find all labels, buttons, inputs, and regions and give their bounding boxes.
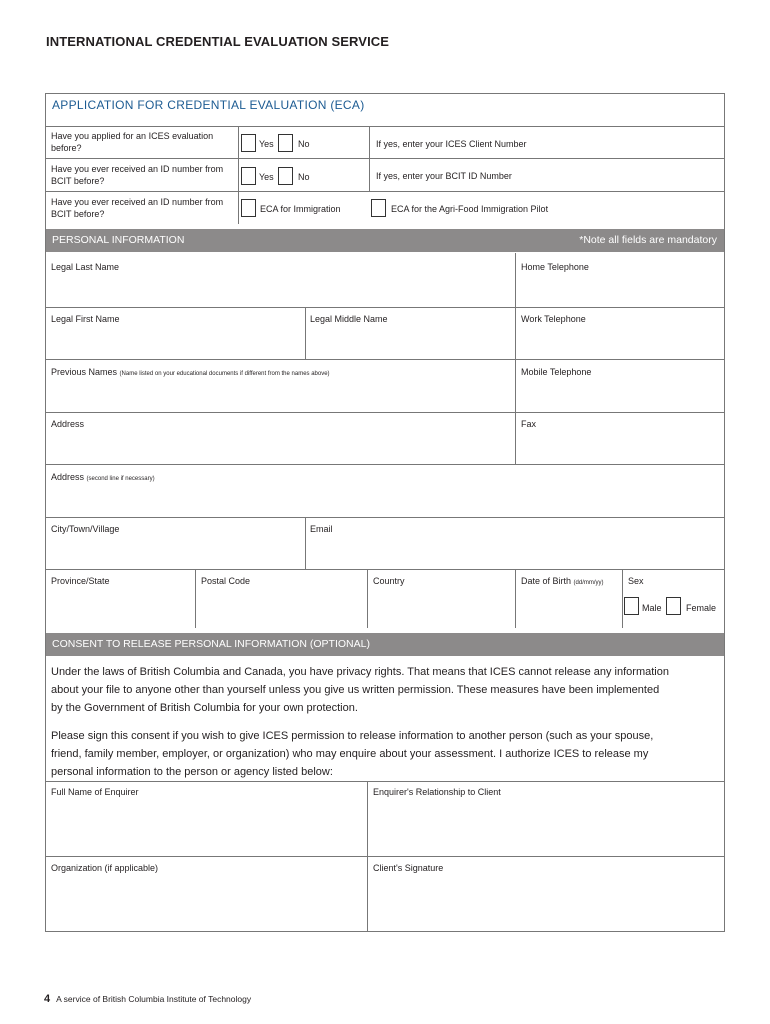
date-of-birth-field[interactable] <box>521 575 604 589</box>
bcit-id-number-field[interactable]: If yes, enter your BCIT ID Number <box>376 171 512 181</box>
address-line2-field[interactable] <box>51 471 155 485</box>
divider <box>45 569 725 570</box>
question-applied-before: Have you applied for an ICES evaluation before? <box>51 131 214 153</box>
personal-information-header <box>46 229 724 252</box>
divider <box>515 569 516 628</box>
applied-yes-checkbox[interactable] <box>241 134 256 152</box>
divider <box>195 569 196 628</box>
previous-names-note: (Name listed on your educational documents if different from the names above) <box>119 371 330 377</box>
eca-immigration-label: ECA for Immigration <box>260 204 341 214</box>
personal-information-title: PERSONAL INFORMATION <box>52 234 185 246</box>
eca-agrifood-checkbox[interactable] <box>371 199 386 217</box>
previous-names-label: Previous Names <box>51 367 118 377</box>
divider <box>622 569 623 628</box>
applied-no-checkbox[interactable] <box>278 134 293 152</box>
divider <box>45 464 725 465</box>
consent-paragraph-2-line: Please sign this consent if you wish to give ICES permission to release information to another person (such as your spouse, <box>51 730 654 742</box>
mandatory-note: *Note all fields are mandatory <box>579 234 717 246</box>
enquirer-relationship-field[interactable]: Enquirer's Relationship to Client <box>373 787 501 797</box>
divider <box>515 253 516 464</box>
ices-client-number-field[interactable]: If yes, enter your ICES Client Number <box>376 139 527 149</box>
divider <box>238 126 239 224</box>
consent-paragraph-1 <box>51 663 723 717</box>
male-label: Male <box>642 603 662 613</box>
question-bcit-id: Have you ever received an ID number from BCIT before? <box>51 164 224 186</box>
no-label: No <box>298 139 310 149</box>
date-of-birth-label: Date of Birth <box>521 576 572 586</box>
divider <box>45 359 725 360</box>
male-checkbox[interactable] <box>624 597 639 615</box>
fax-field[interactable]: Fax <box>521 419 537 429</box>
postal-code-field[interactable]: Postal Code <box>201 576 251 586</box>
divider <box>369 126 370 191</box>
consent-paragraph-1-line: Under the laws of British Columbia and Canada, you have privacy rights. That means that ICES cannot release any information <box>51 666 669 678</box>
divider <box>305 517 306 569</box>
organization-field[interactable]: Organization (if applicable) <box>51 863 159 873</box>
consent-paragraph-1-line: by the Government of British Columbia for your own protection. <box>51 702 358 714</box>
footer-text: A service of British Columbia Institute of Technology <box>56 994 252 1004</box>
divider <box>45 781 725 782</box>
footer <box>44 993 251 1005</box>
female-checkbox[interactable] <box>666 597 681 615</box>
consent-header <box>46 633 724 656</box>
consent-paragraph-2-line: personal information to the person or agency listed below: <box>51 766 333 778</box>
bcit-no-checkbox[interactable] <box>278 167 293 185</box>
mobile-telephone-field[interactable]: Mobile Telephone <box>521 367 592 377</box>
eca-immigration-checkbox[interactable] <box>241 199 256 217</box>
divider <box>45 307 725 308</box>
previous-names-field[interactable] <box>51 366 330 380</box>
consent-title: CONSENT TO RELEASE PERSONAL INFORMATION (OPTIONAL) <box>52 638 370 650</box>
legal-middle-name-field[interactable]: Legal Middle Name <box>310 314 388 324</box>
client-signature-field[interactable]: Client's Signature <box>373 863 444 873</box>
divider <box>45 517 725 518</box>
document-title: INTERNATIONAL CREDENTIAL EVALUATION SERVICE <box>46 34 390 49</box>
consent-paragraph-1-line: about your file to anyone other than yourself unless you give us written permission. These measures have been implemented <box>51 684 660 696</box>
divider <box>45 856 725 857</box>
consent-paragraph-2 <box>51 727 723 781</box>
page-number: 4 <box>44 993 51 1005</box>
address-field[interactable]: Address <box>51 419 85 429</box>
country-field[interactable]: Country <box>373 576 405 586</box>
female-label: Female <box>686 603 717 613</box>
eca-agrifood-label: ECA for the Agri-Food Immigration Pilot <box>391 204 549 214</box>
work-telephone-field[interactable]: Work Telephone <box>521 314 586 324</box>
address-line2-note: (second line if necessary) <box>86 476 155 482</box>
divider <box>45 158 725 159</box>
no-label: No <box>298 172 310 182</box>
sex-label: Sex <box>628 576 644 586</box>
legal-first-name-field[interactable]: Legal First Name <box>51 314 120 324</box>
home-telephone-field[interactable]: Home Telephone <box>521 262 589 272</box>
divider <box>45 412 725 413</box>
divider <box>367 569 368 628</box>
divider <box>45 126 725 127</box>
yes-label: Yes <box>259 172 274 182</box>
legal-last-name-field[interactable]: Legal Last Name <box>51 262 120 272</box>
yes-label: Yes <box>259 139 274 149</box>
bcit-yes-checkbox[interactable] <box>241 167 256 185</box>
city-field[interactable]: City/Town/Village <box>51 524 120 534</box>
consent-paragraph-2-line: friend, family member, employer, or organization) who may enquire about your assessment. I authorize ICES to release my <box>51 748 649 760</box>
full-name-of-enquirer-field[interactable]: Full Name of Enquirer <box>51 787 139 797</box>
question-eca-type: Have you ever received an ID number from BCIT before? <box>51 197 224 219</box>
divider <box>305 307 306 359</box>
divider <box>367 781 368 932</box>
province-field[interactable]: Province/State <box>51 576 110 586</box>
date-of-birth-note: (dd/mm/yy) <box>573 580 604 586</box>
divider <box>45 191 725 192</box>
section-title: APPLICATION FOR CREDENTIAL EVALUATION (ECA) <box>52 98 365 112</box>
email-field[interactable]: Email <box>310 524 333 534</box>
address-line2-label: Address <box>51 472 85 482</box>
